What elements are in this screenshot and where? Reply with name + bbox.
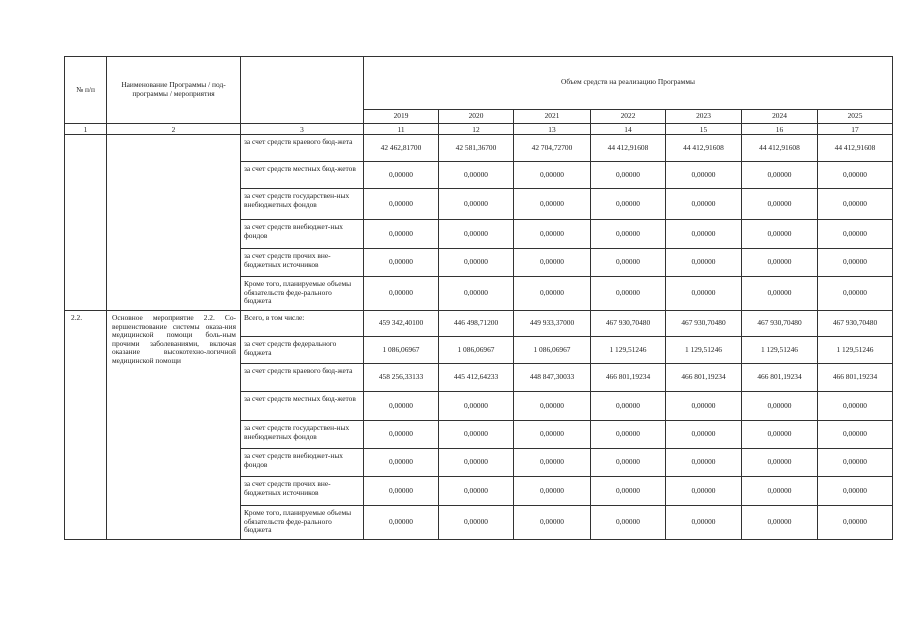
funding-value-cell: 0,00000 — [439, 189, 514, 220]
funding-value-cell: 0,00000 — [439, 162, 514, 189]
funding-source-label: за счет средств федерального бюджета — [241, 337, 364, 364]
funding-value-cell: 467 930,70480 — [818, 311, 893, 337]
funding-value-cell: 0,00000 — [439, 421, 514, 449]
header-col-source — [241, 57, 364, 124]
funding-value-cell: 0,00000 — [591, 421, 666, 449]
funding-value-cell: 0,00000 — [591, 220, 666, 249]
funding-value-cell: 0,00000 — [591, 249, 666, 277]
funding-value-cell: 0,00000 — [666, 392, 742, 421]
funding-value-cell: 0,00000 — [818, 220, 893, 249]
section-name: Основное мероприятие 2.2. Со-вершенствование системы оказа-ния медицинской помощи боль-ным прочими заболеваниями, включая оказание высокотехно-логичной медицинской помощи — [107, 311, 241, 540]
funding-source-label: за счет средств местных бюд-жетов — [241, 162, 364, 189]
header-col-name: Наименование Программы / под-программы / мероприятия — [107, 57, 241, 124]
funding-value-cell: 0,00000 — [742, 189, 818, 220]
header-year-2022: 2022 — [591, 109, 666, 123]
funding-value-cell: 0,00000 — [364, 162, 439, 189]
funding-source-label: за счет средств внебюджет-ных фондов — [241, 449, 364, 477]
header-col-no: № п/п — [65, 57, 107, 124]
funding-source-label: за счет средств местных бюд-жетов — [241, 392, 364, 421]
funding-value-cell: 458 256,33133 — [364, 364, 439, 392]
column-index-cell: 3 — [241, 124, 364, 135]
funding-value-cell: 0,00000 — [439, 249, 514, 277]
funding-source-label: за счет средств краевого бюд-жета — [241, 135, 364, 162]
funding-value-cell: 0,00000 — [742, 277, 818, 311]
funding-value-cell: 0,00000 — [514, 449, 591, 477]
funding-row — [65, 311, 893, 337]
funding-value-cell: 466 801,19234 — [591, 364, 666, 392]
funding-value-cell: 466 801,19234 — [818, 364, 893, 392]
funding-value-cell: 0,00000 — [742, 162, 818, 189]
funding-value-cell: 0,00000 — [364, 421, 439, 449]
funding-value-cell: 0,00000 — [666, 277, 742, 311]
funding-value-cell: 0,00000 — [514, 477, 591, 506]
funding-value-cell: 0,00000 — [591, 449, 666, 477]
funding-source-label: Кроме того, планируемые объемы обязательств феде-рального бюджета — [241, 277, 364, 311]
column-index-cell: 14 — [591, 124, 666, 135]
funding-value-cell: 42 581,36700 — [439, 135, 514, 162]
funding-value-cell: 0,00000 — [818, 249, 893, 277]
funding-value-cell: 0,00000 — [818, 449, 893, 477]
funding-value-cell: 0,00000 — [514, 421, 591, 449]
funding-value-cell: 44 412,91608 — [742, 135, 818, 162]
funding-value-cell: 0,00000 — [364, 189, 439, 220]
funding-value-cell: 1 086,06967 — [439, 337, 514, 364]
funding-value-cell: 0,00000 — [439, 392, 514, 421]
funding-value-cell: 0,00000 — [591, 477, 666, 506]
funding-value-cell: 0,00000 — [818, 162, 893, 189]
section-number — [65, 135, 107, 311]
funding-value-cell: 0,00000 — [818, 506, 893, 540]
funding-value-cell: 0,00000 — [818, 392, 893, 421]
funding-value-cell: 0,00000 — [818, 421, 893, 449]
funding-source-label: Кроме того, планируемые объемы обязательств феде-рального бюджета — [241, 506, 364, 540]
funding-value-cell: 449 933,37000 — [514, 311, 591, 337]
funding-source-label: за счет средств государствен-ных внебюджетных фондов — [241, 189, 364, 220]
funding-value-cell: 0,00000 — [514, 220, 591, 249]
column-index-cell: 16 — [742, 124, 818, 135]
funding-value-cell: 0,00000 — [364, 449, 439, 477]
funding-value-cell: 0,00000 — [439, 506, 514, 540]
section-number: 2.2. — [65, 311, 107, 540]
funding-value-cell: 467 930,70480 — [742, 311, 818, 337]
funding-value-cell: 0,00000 — [364, 249, 439, 277]
funding-value-cell: 0,00000 — [514, 277, 591, 311]
header-year-2021: 2021 — [514, 109, 591, 123]
header-row — [65, 57, 893, 110]
column-index-cell: 15 — [666, 124, 742, 135]
funding-value-cell: 0,00000 — [591, 189, 666, 220]
funding-value-cell: 0,00000 — [742, 220, 818, 249]
column-index-cell: 12 — [439, 124, 514, 135]
funding-source-label: Всего, в том числе: — [241, 311, 364, 337]
funding-value-cell: 459 342,40100 — [364, 311, 439, 337]
funding-source-label: за счет средств прочих вне-бюджетных источников — [241, 249, 364, 277]
funding-value-cell: 0,00000 — [514, 249, 591, 277]
funding-value-cell: 0,00000 — [591, 506, 666, 540]
funding-value-cell: 0,00000 — [364, 220, 439, 249]
funding-value-cell: 0,00000 — [439, 449, 514, 477]
funding-value-cell: 0,00000 — [591, 277, 666, 311]
funding-value-cell: 0,00000 — [742, 392, 818, 421]
column-index-cell: 13 — [514, 124, 591, 135]
column-index-row — [65, 124, 893, 135]
header-col-volume: Объем средств на реализацию Программы — [364, 57, 893, 110]
funding-value-cell: 0,00000 — [364, 477, 439, 506]
funding-value-cell: 1 086,06967 — [364, 337, 439, 364]
header-year-2025: 2025 — [818, 109, 893, 123]
funding-value-cell: 1 086,06967 — [514, 337, 591, 364]
funding-value-cell: 466 801,19234 — [742, 364, 818, 392]
funding-value-cell: 467 930,70480 — [666, 311, 742, 337]
funding-value-cell: 0,00000 — [818, 189, 893, 220]
funding-value-cell: 44 412,91608 — [591, 135, 666, 162]
funding-value-cell: 0,00000 — [364, 506, 439, 540]
funding-value-cell: 42 462,81700 — [364, 135, 439, 162]
funding-source-label: за счет средств прочих вне-бюджетных источников — [241, 477, 364, 506]
funding-value-cell: 0,00000 — [666, 506, 742, 540]
funding-value-cell: 0,00000 — [742, 249, 818, 277]
funding-value-cell: 42 704,72700 — [514, 135, 591, 162]
funding-value-cell: 1 129,51246 — [666, 337, 742, 364]
header-year-2020: 2020 — [439, 109, 514, 123]
header-year-2023: 2023 — [666, 109, 742, 123]
funding-value-cell: 0,00000 — [818, 277, 893, 311]
funding-value-cell: 448 847,30033 — [514, 364, 591, 392]
funding-value-cell: 0,00000 — [364, 392, 439, 421]
funding-value-cell: 0,00000 — [591, 392, 666, 421]
funding-value-cell: 0,00000 — [666, 162, 742, 189]
funding-value-cell: 1 129,51246 — [742, 337, 818, 364]
header-year-2019: 2019 — [364, 109, 439, 123]
section-name — [107, 135, 241, 311]
funding-value-cell: 0,00000 — [666, 189, 742, 220]
funding-value-cell: 0,00000 — [742, 477, 818, 506]
funding-value-cell: 0,00000 — [514, 162, 591, 189]
funding-row — [65, 135, 893, 162]
funding-value-cell: 44 412,91608 — [666, 135, 742, 162]
funding-value-cell: 0,00000 — [666, 249, 742, 277]
funding-value-cell: 0,00000 — [666, 449, 742, 477]
column-index-cell: 17 — [818, 124, 893, 135]
funding-value-cell: 0,00000 — [666, 477, 742, 506]
funding-value-cell: 0,00000 — [439, 220, 514, 249]
funding-value-cell: 0,00000 — [742, 449, 818, 477]
funding-value-cell: 0,00000 — [742, 421, 818, 449]
funding-source-label: за счет средств краевого бюд-жета — [241, 364, 364, 392]
funding-value-cell: 0,00000 — [514, 189, 591, 220]
funding-value-cell: 0,00000 — [439, 477, 514, 506]
funding-value-cell: 466 801,19234 — [666, 364, 742, 392]
funding-value-cell: 0,00000 — [591, 162, 666, 189]
column-index-cell: 2 — [107, 124, 241, 135]
funding-value-cell: 0,00000 — [364, 277, 439, 311]
program-funding-table — [64, 56, 893, 540]
funding-value-cell: 1 129,51246 — [818, 337, 893, 364]
budget-table-sheet — [64, 56, 892, 540]
header-year-2024: 2024 — [742, 109, 818, 123]
funding-value-cell: 0,00000 — [514, 506, 591, 540]
funding-value-cell: 0,00000 — [666, 421, 742, 449]
funding-value-cell: 0,00000 — [514, 392, 591, 421]
funding-value-cell: 0,00000 — [742, 506, 818, 540]
funding-value-cell: 44 412,91608 — [818, 135, 893, 162]
funding-source-label: за счет средств государствен-ных внебюджетных фондов — [241, 421, 364, 449]
funding-value-cell: 0,00000 — [818, 477, 893, 506]
funding-value-cell: 446 498,71200 — [439, 311, 514, 337]
column-index-cell: 1 — [65, 124, 107, 135]
funding-value-cell: 0,00000 — [439, 277, 514, 311]
column-index-cell: 11 — [364, 124, 439, 135]
funding-value-cell: 467 930,70480 — [591, 311, 666, 337]
funding-source-label: за счет средств внебюджет-ных фондов — [241, 220, 364, 249]
funding-value-cell: 1 129,51246 — [591, 337, 666, 364]
funding-value-cell: 445 412,64233 — [439, 364, 514, 392]
funding-value-cell: 0,00000 — [666, 220, 742, 249]
